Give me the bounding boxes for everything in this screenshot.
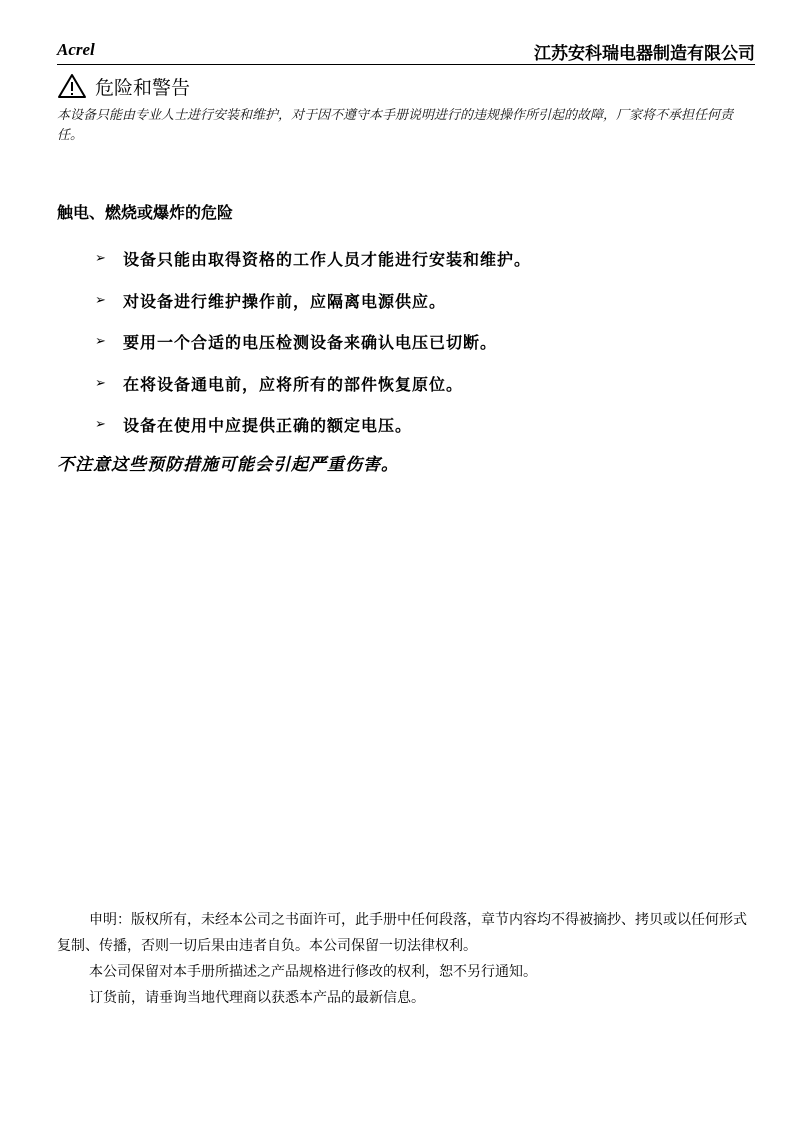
list-item-text: 在将设备通电前，应将所有的部件恢复原位。: [123, 374, 464, 394]
arrow-bullet-icon: ➢: [95, 417, 106, 433]
brand-name: Acrel: [57, 40, 95, 59]
page-header: [57, 38, 755, 65]
list-item-text: 要用一个合适的电压检测设备来确认电压已切断。: [123, 333, 498, 353]
statement-paragraph: 订货前，请垂询当地代理商以获悉本产品的最新信息。: [89, 990, 425, 1006]
list-item: [95, 404, 531, 446]
list-item: [95, 363, 531, 405]
warning-heading: [57, 72, 190, 100]
safety-list: [95, 238, 531, 446]
list-item-text: 设备只能由取得资格的工作人员才能进行安装和维护。: [123, 250, 532, 270]
arrow-bullet-icon: ➢: [95, 375, 106, 391]
list-item: [95, 280, 531, 322]
hazard-section-title: 触电、燃烧或爆炸的危险: [57, 203, 234, 222]
caution-note: 不注意这些预防措施可能会引起严重伤害。: [57, 455, 399, 475]
company-name: 江苏安科瑞电器制造有限公司: [534, 44, 755, 64]
list-item-text: 设备在使用中应提供正确的额定电压。: [123, 416, 413, 436]
list-item: [95, 321, 531, 363]
arrow-bullet-icon: ➢: [95, 251, 106, 267]
statement-paragraph: 申明：版权所有，未经本公司之书面许可，此手册中任何段落，章节内容均不得被摘抄、拷贝或以任何形式复制、传播，否则一切后果由违者自负。本公司保留一切法律权利。: [57, 912, 747, 954]
list-item: [95, 238, 531, 280]
arrow-bullet-icon: ➢: [95, 292, 106, 308]
liability-disclaimer: 本设备只能由专业人士进行安装和维护，对于因不遵守本手册说明进行的违规操作所引起的故障，厂家将不承担任何责任。: [57, 108, 734, 143]
list-item-text: 对设备进行维护操作前，应隔离电源供应。: [123, 291, 447, 311]
warning-title: 危险和警告: [95, 76, 191, 99]
arrow-bullet-icon: ➢: [95, 334, 106, 350]
warning-triangle-icon: [57, 73, 87, 99]
statement-paragraph: 本公司保留对本手册所描述之产品规格进行修改的权利，恕不另行通知。: [89, 964, 537, 980]
copyright-statement: [57, 907, 757, 1011]
